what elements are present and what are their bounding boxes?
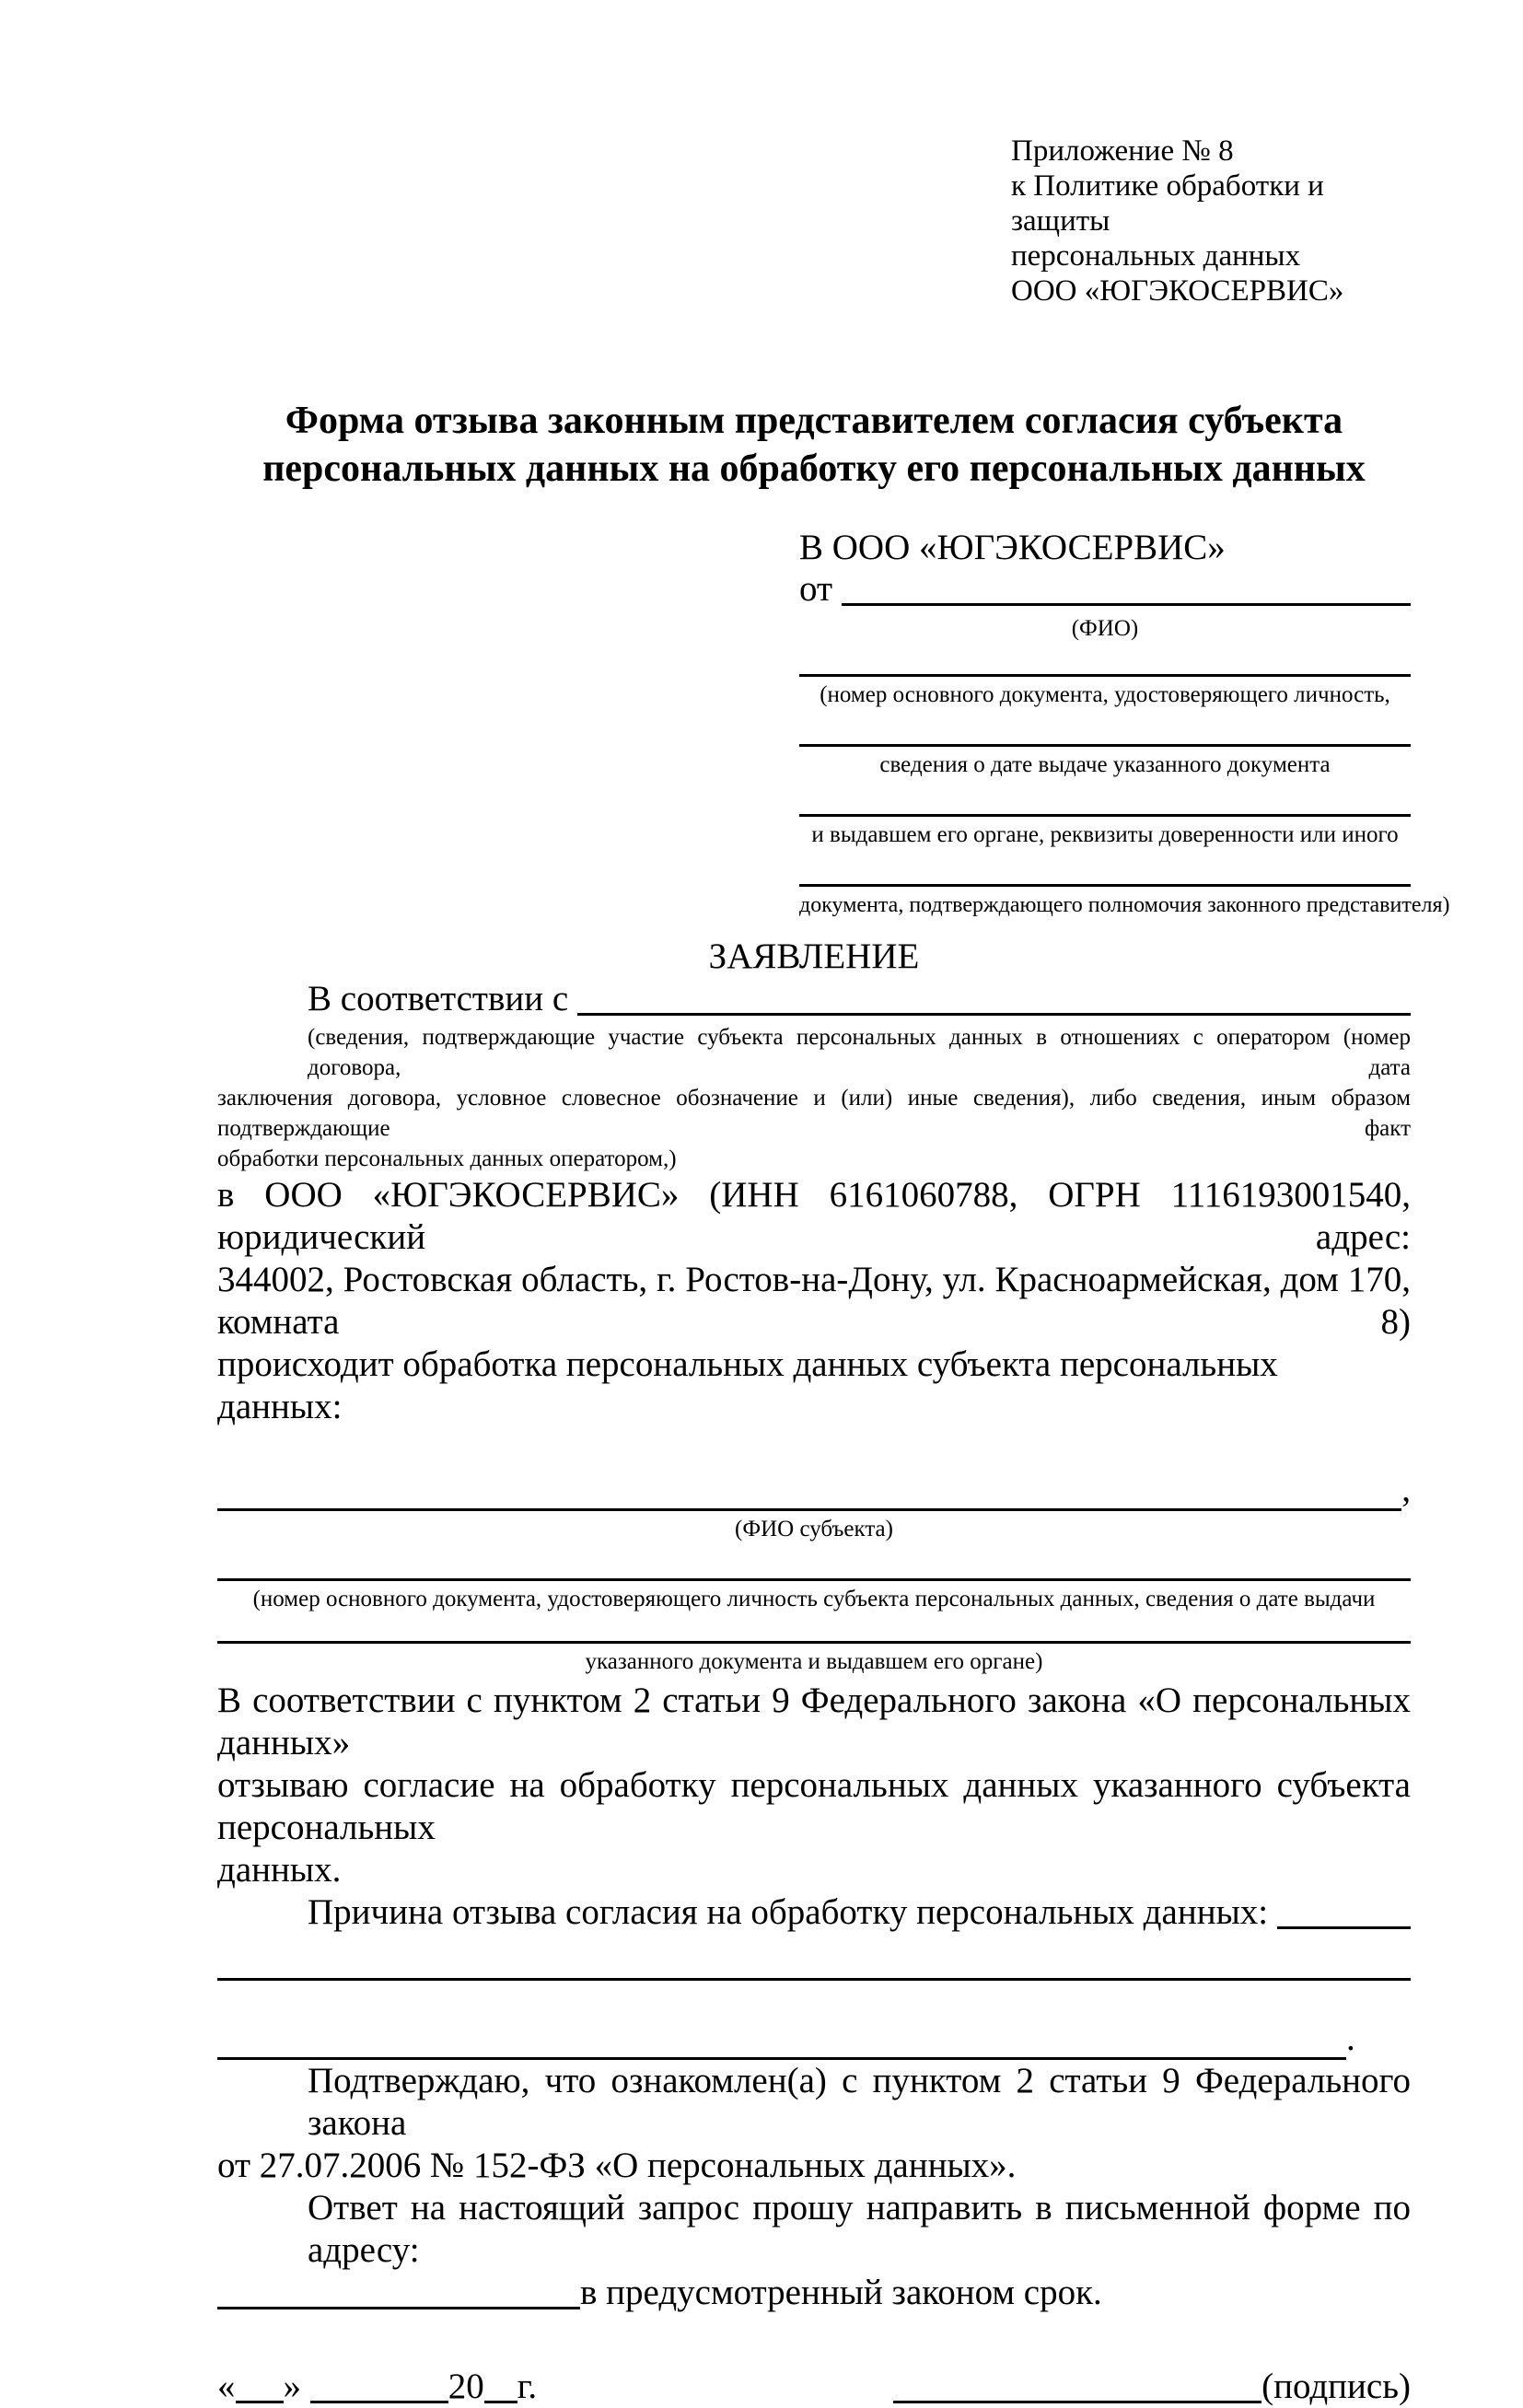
participation-note <box>217 1022 1411 1174</box>
in-accordance-row <box>217 978 1411 1020</box>
date-group <box>217 2366 537 2408</box>
document-title <box>217 397 1411 493</box>
appendix-line-4: ООО «ЮГЭКОСЕРВИС» <box>1011 274 1344 308</box>
date-year-blank <box>484 2373 517 2403</box>
representative-name-blank <box>842 576 1411 606</box>
document-title-line-1: Форма отзыва законным представителем согласия субъекта <box>285 400 1343 442</box>
operator-paragraph-line-1: в ООО «ЮГЭКОСЕРВИС» (ИНН 6161060788, ОГРН 1116193001540, юридический адрес: <box>217 1175 1411 1257</box>
representative-doc-blank-1 <box>799 674 1411 677</box>
reason-continuation-row <box>217 2018 1411 2060</box>
representative-doc-blank-4 <box>799 884 1411 887</box>
withdraw-paragraph-line-1: В соответствии с пунктом 2 статьи 9 Федерального закона «О персональных данных» <box>217 1681 1411 1762</box>
subject-fio-row <box>217 1469 1411 1511</box>
addressee-from-row <box>799 568 1411 611</box>
representative-doc-blank-3 <box>799 814 1411 817</box>
signature-caption: (подпись) <box>1261 2367 1411 2406</box>
subject-fio-blank <box>217 1473 1401 1511</box>
fio-caption: (ФИО) <box>1071 616 1139 641</box>
reason-continuation-blank-1 <box>217 1978 1411 1981</box>
reply-suffix: в предусмотренный законом срок. <box>580 2273 1102 2312</box>
appendix-line-2: к Политике обработки и защиты <box>1011 169 1324 238</box>
agreement-details-blank <box>577 985 1411 1016</box>
in-accordance-prefix: В соответствии с <box>308 979 577 1018</box>
subject-fio-comma: , <box>1401 1470 1411 1509</box>
confirm-paragraph-line-1: Подтверждаю, что ознакомлен(а) с пунктом 2 статьи 9 Федерального закона <box>308 2061 1411 2143</box>
date-signature-row <box>217 2366 1411 2408</box>
date-quote-close: » <box>283 2367 310 2406</box>
reason-blank <box>1277 1899 1411 1929</box>
date-quote-open: « <box>217 2367 236 2406</box>
appendix-line-3: персональных данных <box>1011 239 1301 273</box>
participation-note-line-3: обработки персональных данных оператором,) <box>217 1146 677 1171</box>
subject-fio-caption: (ФИО субъекта) <box>735 1517 893 1541</box>
representative-doc-caption-2: сведения о дате выдаче указанного документа <box>879 752 1331 777</box>
representative-doc-caption-3: и выдавшем его органе, реквизиты доверенности или иного <box>811 822 1399 847</box>
confirm-paragraph-line-2: от 27.07.2006 № 152-ФЗ «О персональных данных». <box>217 2146 1017 2185</box>
reason-row <box>217 1891 1411 1934</box>
from-label: от <box>799 569 842 609</box>
operator-paragraph <box>217 1174 1411 1428</box>
representative-doc-caption-1: (номер основного документа, удостоверяющего личность, <box>820 682 1390 707</box>
participation-note-line-1: (сведения, подтверждающие участие субъекта персональных данных в отношениях с оператором (номер договора, дата <box>308 1025 1411 1080</box>
reason-period: . <box>1346 2018 1355 2058</box>
date-month-blank <box>310 2373 448 2403</box>
withdraw-paragraph-line-3: данных. <box>217 1850 342 1890</box>
signature-blank <box>893 2373 1261 2403</box>
representative-doc-blank-2 <box>799 744 1411 747</box>
operator-paragraph-line-3: происходит обработка персональных данных субъекта персональных данных: <box>217 1344 1278 1426</box>
document-title-line-2: персональных данных на обработку его персональных данных <box>262 448 1366 490</box>
reason-prefix: Причина отзыва согласия на обработку персональных данных: <box>308 1892 1277 1932</box>
addressee-organization: В ООО «ЮГЭКОСЕРВИС» <box>799 528 1226 567</box>
reply-address-blank <box>217 2279 580 2309</box>
signature-group <box>893 2366 1411 2408</box>
statement-heading: ЗАЯВЛЕНИЕ <box>708 936 920 976</box>
withdraw-paragraph-line-2: отзываю согласие на обработку персональных данных указанного субъекта персональных <box>217 1765 1411 1847</box>
subject-doc-caption-1: (номер основного документа, удостоверяющего личность субъекта персональных данных, сведения о дате выдачи <box>252 1587 1376 1611</box>
reason-continuation-blank-2 <box>217 2022 1346 2060</box>
addressee-block <box>799 528 1450 919</box>
date-day-blank <box>236 2373 284 2403</box>
date-year-suffix: г. <box>517 2367 538 2406</box>
operator-paragraph-line-2: 344002, Ростовская область, г. Ростов-на-Дону, ул. Красноармейская, дом 170, комната 8) <box>217 1260 1411 1342</box>
reply-address-row <box>217 2272 1411 2314</box>
subject-doc-blank-2 <box>217 1641 1411 1644</box>
participation-note-line-2: заключения договора, условное словесное обозначение и (или) иные сведения), либо сведения, иным образом подтверждающие факт <box>217 1086 1411 1141</box>
withdraw-paragraph <box>217 1680 1411 1891</box>
date-year-prefix: 20 <box>448 2367 484 2406</box>
representative-doc-caption-4: документа, подтверждающего полномочия законного представителя) <box>799 893 1450 917</box>
confirm-paragraph <box>217 2060 1411 2187</box>
subject-doc-caption-2: указанного документа и выдавшем его органе) <box>585 1649 1043 1674</box>
appendix-line-1: Приложение № 8 <box>1011 134 1234 168</box>
appendix-note <box>1011 134 1411 308</box>
subject-doc-blank-1 <box>217 1578 1411 1581</box>
reply-prefix-line: Ответ на настоящий запрос прошу направить в письменной форме по адресу: <box>308 2188 1411 2270</box>
